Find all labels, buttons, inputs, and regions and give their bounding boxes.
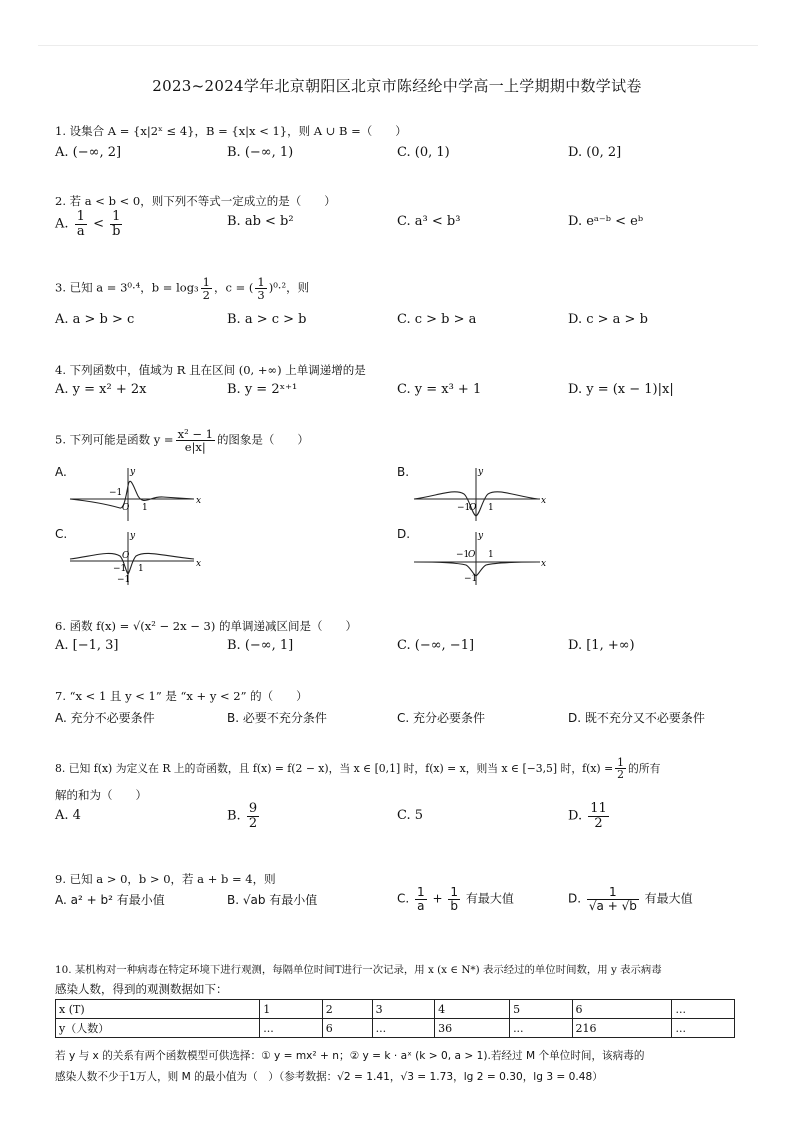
question-10-follow-line-1: 若 y 与 x 的关系有两个函数模型可供选择：① y = mx² + n；② y = k · aˣ (k > 0, a > 1).若经过 M 个单位时间，该病毒的 (55, 1050, 645, 1062)
numerator: 1 (110, 210, 122, 225)
question-5-option-a-label[interactable]: A. (55, 465, 67, 479)
question-1-stem: 1. 设集合 A = {x|2ˣ ≤ 4}，B = {x|x < 1}，则 A ∪ B =（ ） (55, 124, 407, 138)
question-3-option-c[interactable]: C. c > b > a (397, 312, 477, 327)
observation-table (55, 999, 735, 1038)
denominator: 2 (617, 768, 625, 782)
numerator: 1 (587, 886, 639, 900)
y-label: y (130, 467, 136, 477)
option-suffix: 有最大值 (644, 891, 693, 906)
numerator: 1 (257, 275, 265, 289)
option-suffix: 有最大值 (465, 891, 514, 906)
option-letter: D. (568, 891, 582, 906)
question-5-graph-d[interactable] (412, 530, 547, 586)
question-5-option-b-label[interactable]: B. (397, 465, 410, 479)
x-label: x (541, 496, 547, 506)
less-than-sign: < (93, 216, 104, 232)
question-5-graph-c[interactable] (68, 530, 203, 586)
question-7-option-b[interactable]: B. 必要不充分条件 (227, 711, 327, 725)
denominator: 3 (257, 288, 265, 303)
option-letter: C. (397, 891, 410, 906)
question-9-stem: 9. 已知 a > 0，b > 0，若 a + b = 4，则 (55, 872, 276, 886)
table-cell: ... (510, 1019, 572, 1038)
denominator: 2 (248, 815, 258, 831)
stem-text: 的所有 (628, 761, 661, 775)
question-4-stem: 4. 下列函数中，值域为 R 且在区间 (0, +∞) 上单调递增的是 (55, 363, 366, 377)
question-4-option-b[interactable]: B. y = 2ˣ⁺¹ (227, 382, 298, 397)
numerator: 1 (76, 209, 85, 224)
question-3-option-d[interactable]: D. c > a > b (568, 312, 648, 327)
fraction (255, 276, 266, 301)
table-cell: 3 (372, 1000, 434, 1019)
denominator: b (112, 223, 121, 239)
origin-label: O (122, 503, 130, 513)
question-5-option-d-label[interactable]: D. (397, 527, 411, 541)
question-1-option-a[interactable]: A. (−∞, 2] (55, 145, 122, 160)
fraction (75, 210, 87, 238)
tick-one: 1 (488, 503, 494, 513)
question-2-stem: 2. 若 a < b < 0，则下列不等式一定成立的是（ ） (55, 194, 336, 208)
option-letter: D. (568, 808, 583, 824)
x-label: x (196, 496, 202, 506)
question-4-option-d[interactable]: D. y = (x − 1)|x| (568, 382, 674, 397)
fraction (615, 757, 626, 781)
plus-sign: + (432, 891, 443, 906)
question-8-stem-line-2: 解的和为（ ） (55, 788, 147, 802)
fraction (201, 276, 212, 301)
question-9-option-d[interactable] (568, 886, 693, 912)
question-6-option-c[interactable]: C. (−∞, −1] (397, 638, 475, 653)
question-8-option-b[interactable] (227, 802, 261, 830)
question-1-option-b[interactable]: B. (−∞, 1) (227, 145, 294, 160)
y-label: y (478, 531, 484, 541)
denominator: a (76, 223, 85, 239)
denominator: e|x| (184, 440, 206, 455)
question-8-option-a[interactable]: A. 4 (55, 808, 81, 823)
y-label: y (130, 531, 136, 541)
numerator: 1 (617, 756, 625, 769)
stem-text: 3. 已知 a = 3⁰·⁴，b = log₃ (55, 280, 199, 295)
question-8-option-d[interactable] (568, 802, 611, 830)
x-label: x (196, 559, 202, 569)
numerator: x² − 1 (177, 427, 213, 441)
table-cell: 216 (572, 1019, 672, 1038)
fraction (415, 886, 427, 912)
question-9-option-c[interactable] (397, 886, 514, 912)
question-6-stem: 6. 函数 f(x) = √(x² − 2x − 3) 的单调递减区间是（ ） (55, 619, 358, 633)
question-4-option-a[interactable]: A. y = x² + 2x (55, 382, 147, 397)
question-10-stem-line-1: 10. 某机构对一种病毒在特定环境下进行观测，每隔单位时间T进行一次记录，用 x (x ∈ N*) 表示经过的单位时间数，用 y 表示病毒 (55, 964, 662, 976)
question-5-graph-b[interactable] (412, 466, 547, 522)
origin-label: O (469, 503, 477, 513)
stem-text: 8. 已知 f(x) 为定义在 R 上的奇函数，且 f(x) = f(2 − x)，当 x ∈ [0,1] 时，f(x) = x，则当 x ∈ [−3,5] 时，f(x) = (55, 761, 614, 775)
table-cell: 36 (435, 1019, 510, 1038)
denominator: √a + √b (588, 898, 637, 913)
question-2-option-a[interactable] (55, 210, 124, 238)
fraction (110, 210, 122, 238)
denominator: b (450, 898, 459, 913)
question-1-option-d[interactable]: D. (0, 2] (568, 145, 622, 160)
question-3-option-b[interactable]: B. a > c > b (227, 312, 307, 327)
numerator: 1 (417, 885, 425, 899)
question-9-option-a[interactable]: A. a² + b² 有最小值 (55, 893, 165, 907)
numerator: 1 (202, 275, 210, 289)
denominator: 2 (594, 815, 603, 831)
numerator: 9 (248, 801, 258, 816)
table-cell: ... (260, 1019, 322, 1038)
stem-text: )⁰·²，则 (268, 280, 310, 295)
tick-neg-one: −1 (113, 564, 127, 574)
tick-one: 1 (142, 503, 148, 513)
table-cell: x (T) (56, 1000, 260, 1019)
header-rule (38, 45, 758, 46)
table-cell: 4 (435, 1000, 510, 1019)
table-cell: 2 (322, 1000, 372, 1019)
table-row (56, 1019, 735, 1038)
stem-text: ，c = ( (214, 280, 254, 295)
table-row (56, 1000, 735, 1019)
origin-label: O (122, 551, 130, 561)
numerator: 1 (450, 885, 459, 899)
denominator: 2 (202, 288, 210, 303)
y-label: y (478, 467, 484, 477)
question-6-option-a[interactable]: A. [−1, 3] (55, 638, 119, 653)
question-3-option-a[interactable]: A. a > b > c (55, 312, 135, 327)
numerator: 11 (590, 801, 607, 816)
tick-neg-one-y: −1 (464, 574, 478, 584)
question-2-option-b[interactable]: B. ab < b² (227, 214, 294, 229)
table-cell: 6 (572, 1000, 672, 1019)
origin-label: O (468, 550, 476, 560)
stem-text: 的图象是（ ） (216, 432, 309, 447)
stem-text: 5. 下列可能是函数 y = (55, 432, 174, 447)
question-10-follow-line-2: 感染人数不少于1万人，则 M 的最小值为（ ）（参考数据：√2 = 1.41，√3 = 1.73，lg 2 = 0.30，lg 3 = 0.48） (55, 1071, 603, 1083)
curve (70, 553, 194, 574)
question-1-option-c[interactable]: C. (0, 1) (397, 145, 450, 160)
question-6-option-d[interactable]: D. [1, +∞) (568, 638, 635, 653)
tick-one: 1 (488, 550, 494, 560)
table-cell: ... (672, 1000, 735, 1019)
fraction (587, 886, 639, 912)
question-4-option-c[interactable]: C. y = x³ + 1 (397, 382, 482, 397)
question-7-option-d[interactable]: D. 既不充分又不必要条件 (568, 711, 705, 725)
question-3-stem (55, 276, 309, 301)
fraction (588, 802, 609, 830)
question-9-option-b[interactable]: B. √ab 有最小值 (227, 893, 318, 907)
question-7-stem: 7. “x < 1 且 y < 1” 是 “x + y < 2” 的（ ） (55, 689, 308, 703)
question-6-option-b[interactable]: B. (−∞, 1] (227, 638, 294, 653)
option-letter: A. (55, 216, 69, 232)
table-cell: 1 (260, 1000, 322, 1019)
tick-neg-one: −1 (109, 488, 123, 498)
question-7-option-c[interactable]: C. 充分必要条件 (397, 711, 486, 725)
fraction (247, 802, 259, 830)
question-2-option-d[interactable]: D. eᵃ⁻ᵇ < eᵇ (568, 214, 644, 229)
fraction (176, 428, 215, 453)
question-5-graph-a[interactable] (68, 466, 203, 522)
page-title: 2023~2024学年北京朝阳区北京市陈经纶中学高一上学期期中数学试卷 (152, 77, 642, 95)
x-label: x (541, 559, 547, 569)
question-5-option-c-label[interactable]: C. (55, 527, 68, 541)
question-8-stem (55, 757, 660, 781)
table-cell: ... (672, 1019, 735, 1038)
question-8-option-c[interactable]: C. 5 (397, 808, 424, 823)
denominator: a (417, 898, 425, 913)
table-cell: 5 (510, 1000, 572, 1019)
question-10-stem-line-2: 感染人数，得到的观测数据如下： (55, 982, 228, 996)
table-cell: ... (372, 1019, 434, 1038)
option-letter: B. (227, 808, 241, 824)
table-cell: 6 (322, 1019, 372, 1038)
curve (70, 481, 194, 508)
question-5-stem (55, 428, 309, 453)
question-2-option-c[interactable]: C. a³ < b³ (397, 214, 461, 229)
fraction (448, 886, 460, 912)
question-7-option-a[interactable]: A. 充分不必要条件 (55, 711, 155, 725)
table-cell: y（人数） (56, 1019, 260, 1038)
tick-neg-one: −1 (457, 503, 471, 513)
tick-neg-one-y: −1 (117, 575, 131, 585)
tick-neg-one: −1 (456, 550, 470, 560)
tick-one: 1 (138, 564, 144, 574)
